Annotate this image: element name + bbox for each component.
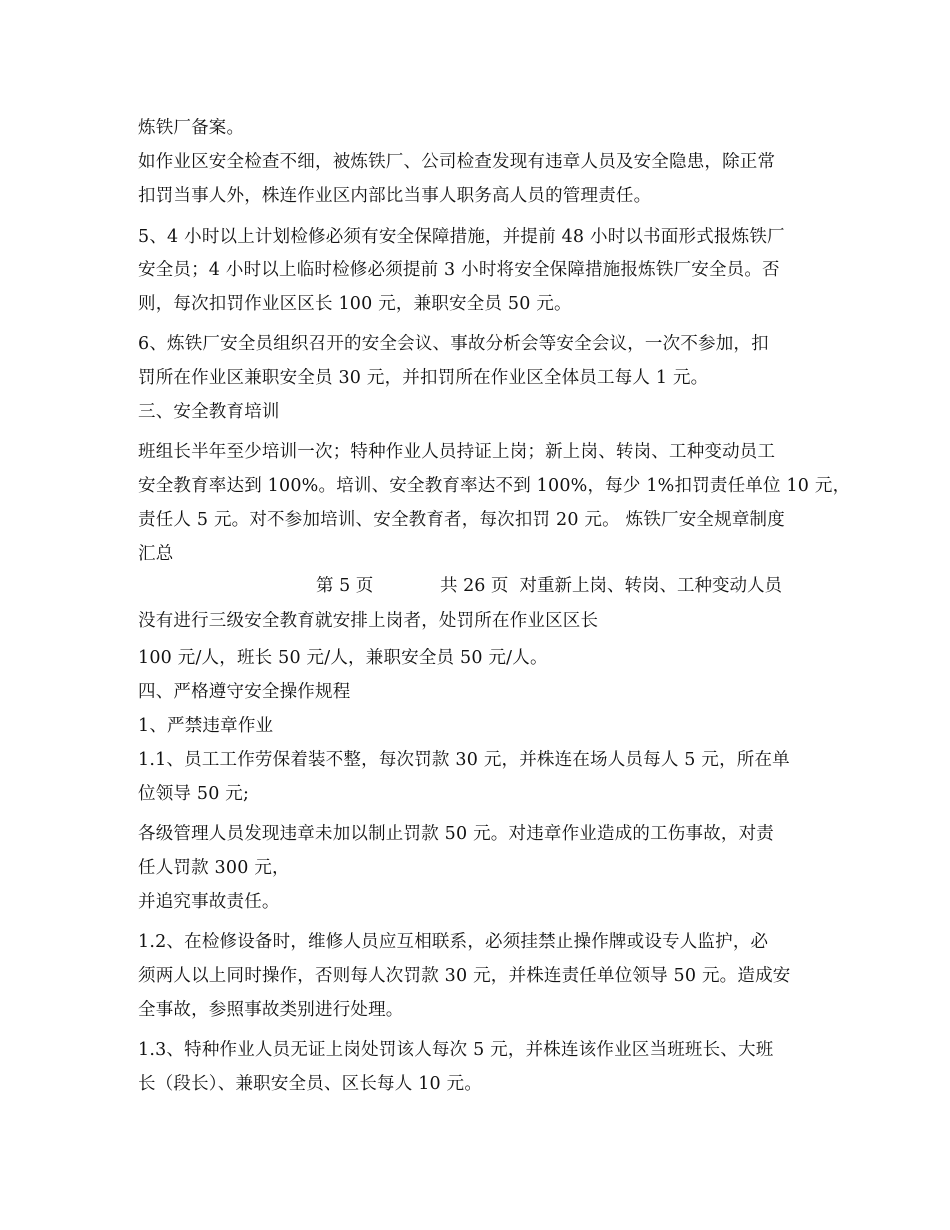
- text-line: 如作业区安全检查不细，被炼铁厂、公司检查发现有违章人员及安全隐患，除正常: [138, 152, 776, 172]
- page-marker: 第 5 页 共 26 页 对重新上岗、转岗、工种变动人员: [316, 576, 783, 596]
- section-heading: 四、严格遵守安全操作规程: [138, 682, 351, 702]
- text-line: 安全员；4 小时以上临时检修必须提前 3 小时将安全保障措施报炼铁厂安全员。否: [138, 260, 780, 280]
- text-line: 并追究事故责任。: [138, 892, 280, 912]
- text-line: 汇总: [138, 544, 174, 564]
- text-line: 位领导 50 元;: [138, 784, 250, 804]
- text-line: 1.1、员工工作劳保着装不整，每次罚款 30 元，并株连在场人员每人 5 元，所在单: [138, 750, 790, 770]
- text-line: 长（段长）、兼职安全员、区长每人 10 元。: [138, 1074, 483, 1094]
- text-line: 没有进行三级安全教育就安排上岗者，处罚所在作业区区长: [138, 611, 599, 631]
- text-line: 5、4 小时以上计划检修必须有安全保障措施，并提前 48 小时以书面形式报炼铁厂: [138, 227, 785, 247]
- subsection-heading: 1、严禁违章作业: [138, 716, 274, 736]
- text-line: 各级管理人员发现违章未加以制止罚款 50 元。对违章作业造成的工伤事故，对责: [138, 824, 774, 844]
- section-heading: 三、安全教育培训: [138, 402, 280, 422]
- text-line: 1.3、特种作业人员无证上岗处罚该人每次 5 元，并株连该作业区当班班长、大班: [138, 1040, 774, 1060]
- text-line: 安全教育率达到 100%。培训、安全教育率达不到 100%，每少 1%扣罚责任单位 10 元，: [138, 476, 851, 496]
- text-line: 100 元/人，班长 50 元/人，兼职安全员 50 元/人。: [138, 648, 548, 668]
- text-line: 须两人以上同时操作，否则每人次罚款 30 元，并株连责任单位领导 50 元。造成安: [138, 966, 791, 986]
- text-line: 1.2、在检修设备时，维修人员应互相联系，必须挂禁止操作牌或设专人监护，必: [138, 932, 769, 952]
- text-line: 全事故，参照事故类别进行处理。: [138, 1000, 404, 1020]
- text-line: 炼铁厂备案。: [138, 118, 245, 138]
- text-line: 任人罚款 300 元，: [138, 858, 290, 878]
- text-line: 责任人 5 元。对不参加培训、安全教育者，每次扣罚 20 元。 炼铁厂安全规章制度: [138, 510, 785, 530]
- text-line: 6、炼铁厂安全员组织召开的安全会议、事故分析会等安全会议，一次不参加，扣: [138, 334, 769, 354]
- text-line: 罚所在作业区兼职安全员 30 元，并扣罚所在作业区全体员工每人 1 元。: [138, 368, 709, 388]
- text-line: 班组长半年至少培训一次；特种作业人员持证上岗；新上岗、转岗、工种变动员工: [138, 442, 776, 462]
- text-line: 则，每次扣罚作业区区长 100 元，兼职安全员 50 元。: [138, 294, 572, 314]
- text-line: 扣罚当事人外，株连作业区内部比当事人职务高人员的管理责任。: [138, 186, 652, 206]
